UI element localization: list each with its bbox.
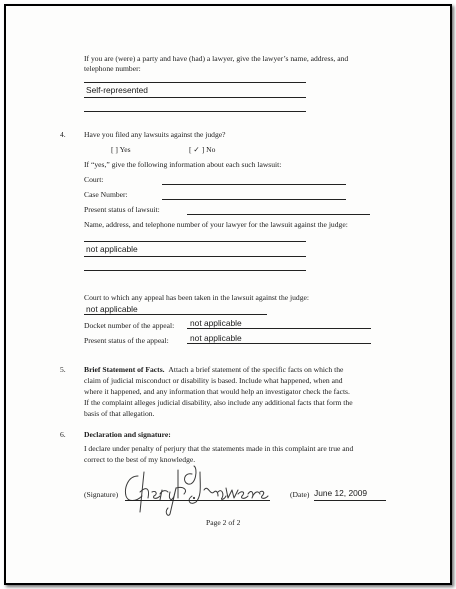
signature-label: (Signature) bbox=[84, 490, 119, 499]
q5-line-1-text: Attach a brief statement of the specific facts on which the bbox=[168, 365, 344, 374]
declaration-line-2: correct to the best of my knowledge. bbox=[84, 455, 196, 464]
appeal-status-label: Present status of the appeal: bbox=[84, 336, 169, 345]
lawsuit-status-label: Present status of lawsuit: bbox=[84, 205, 160, 214]
q5-text-line-5: basis of that allegation. bbox=[84, 409, 155, 418]
lawyer-prompt-line-2: telephone number: bbox=[84, 64, 141, 73]
date-line[interactable] bbox=[314, 500, 386, 501]
answer-line bbox=[187, 328, 371, 329]
q5-text-line-2: claim of judicial misconduct or disability is based. Include what happened, when and bbox=[84, 376, 343, 385]
page-number: Page 2 of 2 bbox=[206, 518, 241, 527]
q4-number: 4. bbox=[60, 130, 66, 139]
q6-heading bbox=[84, 430, 171, 440]
declaration-line-1: I declare under penalty of perjury that the statements made in this complaint are true and bbox=[84, 444, 354, 453]
q4-no-checkbox[interactable]: [ ✓ ] No bbox=[189, 145, 216, 154]
q4-question: Have you filed any lawsuits against the judge? bbox=[84, 130, 226, 139]
appeal-status-answer: not applicable bbox=[190, 333, 242, 343]
lawyer-prompt-line-1: If you are (were) a party and have (had) a lawyer, give the lawyer’s name, address, and bbox=[84, 54, 349, 63]
answer-line bbox=[84, 314, 267, 315]
q5-text-line-4: If the complaint alleges judicial disability, also include any additional facts that form the bbox=[84, 398, 353, 407]
court-label: Court: bbox=[84, 175, 104, 184]
q5-number: 5. bbox=[60, 365, 66, 374]
q4-if-yes-instruction: If “yes,” give the following information about each such lawsuit: bbox=[84, 160, 282, 169]
q5-text-line-3: where it happened, and any information that would help an investigator check the facts. bbox=[84, 387, 350, 396]
case-number-label: Case Number: bbox=[84, 190, 128, 199]
q6-heading-text: Declaration and signature: bbox=[84, 430, 171, 439]
answer-line bbox=[84, 256, 306, 257]
q4-yes-checkbox[interactable]: [ ] Yes bbox=[111, 145, 131, 154]
appeal-court-answer: not applicable bbox=[86, 304, 138, 314]
docket-label: Docket number of the appeal: bbox=[84, 321, 175, 330]
q5-text-line-1 bbox=[84, 365, 343, 375]
lawyer-answer: Self-represented bbox=[86, 85, 148, 95]
answer-line bbox=[84, 241, 306, 242]
handwritten-signature bbox=[118, 462, 270, 516]
court-field-line[interactable] bbox=[162, 184, 346, 185]
q6-number: 6. bbox=[60, 430, 66, 439]
docket-answer: not applicable bbox=[190, 318, 242, 328]
lawsuit-lawyer-answer: not applicable bbox=[86, 244, 138, 254]
answer-line bbox=[84, 270, 306, 271]
lawsuit-lawyer-label: Name, address, and telephone number of your lawyer for the lawsuit against the judge: bbox=[84, 220, 348, 229]
date-value: June 12, 2009 bbox=[314, 488, 368, 498]
date-label: (Date) bbox=[290, 490, 310, 499]
q5-heading: Brief Statement of Facts. bbox=[84, 365, 165, 374]
case-number-field-line[interactable] bbox=[162, 199, 346, 200]
answer-line bbox=[84, 82, 306, 83]
appeal-court-label: Court to which any appeal has been taken in the lawsuit against the judge: bbox=[84, 293, 310, 302]
answer-line bbox=[84, 97, 306, 98]
answer-line bbox=[84, 111, 306, 112]
signature-line[interactable] bbox=[125, 500, 270, 501]
lawsuit-status-field-line[interactable] bbox=[187, 214, 370, 215]
answer-line bbox=[187, 343, 371, 344]
